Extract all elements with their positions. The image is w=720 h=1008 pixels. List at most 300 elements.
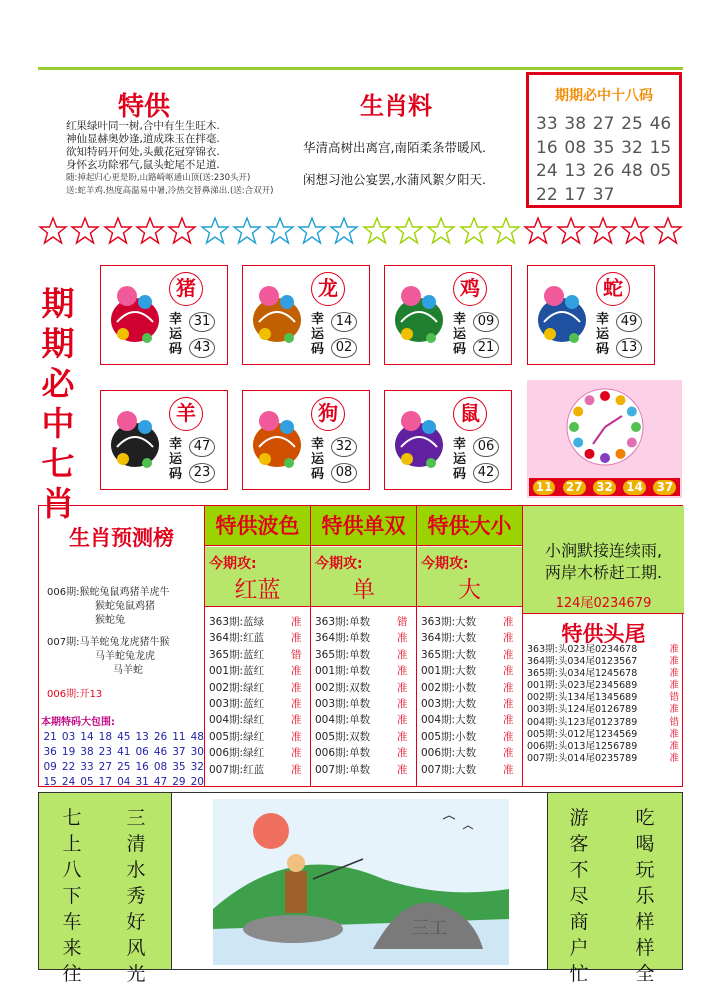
poem-char: 游 (569, 807, 589, 829)
ttw-value: 363期:头023尾0234678 (527, 644, 638, 655)
luck-number: 08 (331, 463, 357, 483)
bag-number: 26 (153, 731, 168, 743)
bag-number: 29 (172, 776, 186, 788)
ycb-line: 猴蛇兔鼠鸡猪 (95, 601, 155, 612)
attack-box (417, 547, 522, 607)
poem-char: 全 (635, 963, 655, 985)
code-number: 33 (536, 114, 558, 134)
ycb-column (39, 506, 205, 786)
bag-number: 22 (61, 761, 76, 773)
poem-line: 红果绿叶同一树,合中有生生旺木. (66, 120, 220, 132)
code-number: 22 (536, 184, 558, 205)
row-period: 002期: (209, 681, 244, 694)
luck-label: 幸运码 (169, 437, 183, 482)
bigbag-title: 本期特码大包围: (41, 717, 115, 728)
attack-label: 今期攻: (209, 556, 257, 572)
clock-icon (564, 386, 646, 468)
shengxiao-line: 华清高树出离宫,南陌柔条带暖风. (303, 140, 486, 155)
danshuang-column (311, 506, 417, 786)
bag-number: 04 (117, 776, 131, 788)
row-value: 单数 (349, 698, 371, 711)
row-period: 364期: (315, 632, 350, 645)
row-result: 准 (397, 763, 408, 776)
luck-number: 31 (189, 312, 215, 332)
code-number: 16 (536, 137, 558, 158)
bag-number: 24 (61, 776, 76, 788)
clock-dot (627, 438, 637, 448)
poem-char: 样 (635, 911, 655, 933)
star-icon (200, 214, 230, 248)
bag-number: 14 (80, 731, 94, 743)
row-result: 准 (397, 665, 408, 678)
luck-label: 幸运码 (596, 312, 610, 357)
ycb-open: 006期:开13 (47, 689, 103, 700)
star-icon (167, 214, 197, 248)
ttw-value: 006期:头013尾1256789 (527, 740, 638, 752)
history-rows (421, 614, 514, 778)
row-result: 准 (503, 747, 514, 760)
row-value: 大数 (455, 616, 477, 628)
poem-char: 样 (635, 937, 655, 959)
poem-char: 光 (126, 963, 146, 985)
row-period: 003期: (209, 698, 244, 711)
zodiac-papercut-icon (249, 272, 305, 358)
ttw-value: 002期:头134尾1345689 (527, 692, 638, 704)
row-result: 准 (397, 632, 408, 645)
clock-dot (573, 407, 583, 417)
ycb-line: 马羊蛇 (113, 665, 143, 676)
row-period: 365期: (315, 648, 350, 661)
ttw-result: 准 (669, 740, 679, 752)
row-period: 363期: (421, 616, 456, 628)
row-result: 准 (291, 730, 302, 743)
prediction-table (38, 505, 683, 787)
zodiac-card (242, 390, 370, 490)
ttw-row (527, 692, 679, 704)
eighteen-code-box (526, 72, 682, 208)
zodiac-card (384, 265, 512, 365)
row-result: 准 (291, 698, 302, 711)
ttw-value: 001期:头023尾2345689 (527, 680, 638, 692)
code-number: 27 (592, 114, 615, 134)
ttw-value: 364期:头034尾0123567 (527, 656, 638, 668)
bottom-panel (38, 792, 683, 985)
history-row (315, 762, 408, 778)
bag-number: 33 (80, 761, 94, 773)
luck-number: 14 (331, 312, 357, 332)
code-number: 13 (564, 161, 587, 181)
row-value: 小数 (455, 730, 477, 743)
history-row (315, 663, 408, 679)
history-row (421, 712, 514, 728)
ttw-row (527, 741, 679, 753)
bigbag-numbers (41, 730, 207, 790)
clock-dot (569, 422, 579, 432)
poem-char: 乐 (635, 885, 655, 907)
right-poem (523, 540, 684, 584)
bag-number: 47 (153, 776, 168, 788)
row-period: 004期: (315, 714, 350, 727)
rock-text: 三工 (411, 918, 447, 939)
row-value: 绿红 (243, 747, 265, 760)
poem-column (634, 805, 656, 987)
poem-column (568, 805, 590, 987)
clock-number: 11 (533, 480, 556, 495)
ycb-line: 马羊蛇兔龙虎 (95, 651, 155, 662)
history-row (421, 696, 514, 712)
row-result: 准 (503, 632, 514, 645)
vertical-title-char: 七 (41, 444, 75, 483)
row-period: 007期: (315, 763, 350, 776)
history-row (315, 712, 408, 728)
row-period: 003期: (421, 698, 456, 711)
bag-number: 06 (135, 746, 149, 758)
attack-box (311, 547, 416, 607)
bag-number: 36 (43, 746, 57, 758)
row-period: 365期: (421, 648, 456, 661)
row-value: 小数 (455, 681, 477, 694)
poem-char: 清 (126, 833, 146, 855)
star-icon (426, 214, 456, 248)
code-number: 32 (621, 137, 643, 158)
row-period: 364期: (209, 632, 244, 645)
row-value: 大数 (455, 648, 477, 661)
bag-number: 08 (153, 761, 168, 773)
bag-number: 20 (190, 776, 204, 788)
star-icon (38, 214, 68, 248)
row-value: 大数 (455, 714, 477, 727)
history-row (209, 663, 302, 679)
poem-char: 下 (62, 885, 82, 907)
poem-char: 商 (569, 911, 589, 933)
column-title: 特供单双 (311, 506, 416, 546)
zodiac-card (242, 265, 370, 365)
bag-number: 15 (43, 776, 57, 788)
row-period: 005期: (315, 730, 350, 743)
bag-number: 37 (172, 746, 186, 758)
poem-char: 吃 (635, 807, 655, 829)
row-result: 准 (397, 698, 408, 711)
row-period: 365期: (209, 648, 244, 661)
zodiac-papercut-icon (107, 397, 163, 483)
row-value: 蓝绿 (243, 616, 265, 628)
row-period: 002期: (421, 681, 456, 694)
right-column (523, 506, 684, 786)
luck-number: 23 (189, 463, 215, 483)
row-period: 007期: (421, 763, 456, 776)
clock-dot (616, 395, 626, 405)
row-value: 双数 (349, 681, 371, 694)
code-number: 35 (592, 137, 615, 158)
bag-number: 03 (61, 731, 76, 743)
star-icon (297, 214, 327, 248)
luck-number: 43 (189, 338, 215, 358)
history-rows (315, 614, 408, 778)
row-result: 准 (291, 763, 302, 776)
tegong-poem (66, 120, 273, 198)
bag-number: 18 (98, 731, 113, 743)
star-icon (232, 214, 262, 248)
code-number: 17 (564, 184, 587, 205)
vertical-title (38, 284, 78, 524)
row-result: 准 (503, 714, 514, 727)
vertical-title-char: 肖 (41, 484, 75, 523)
history-row (209, 680, 302, 696)
luck-number: 32 (331, 437, 357, 457)
row-period: 363期: (209, 616, 244, 628)
poem-char: 玩 (635, 859, 655, 881)
poem-column (125, 805, 147, 987)
row-period: 006期: (315, 747, 350, 760)
code-number: 38 (564, 114, 587, 134)
row-period: 005期: (209, 730, 244, 743)
zodiac-name: 猪 (169, 272, 203, 306)
row-period: 005期: (421, 730, 456, 743)
row-period: 003期: (315, 698, 350, 711)
row-result: 准 (291, 714, 302, 727)
star-icon (653, 214, 683, 248)
star-icon (135, 214, 165, 248)
column-title: 特供波色 (205, 506, 310, 546)
ttw-result: 错 (669, 692, 679, 704)
zodiac-papercut-icon (107, 272, 163, 358)
clock-number: 14 (623, 480, 646, 495)
row-result: 准 (503, 648, 514, 661)
history-row (209, 696, 302, 712)
ttw-row (527, 717, 679, 729)
row-result: 准 (503, 616, 514, 628)
zodiac-card (100, 390, 228, 490)
star-icon (556, 214, 586, 248)
zodiac-card (384, 390, 512, 490)
ttw-result: 准 (669, 752, 679, 764)
star-icon (620, 214, 650, 248)
history-row (421, 630, 514, 646)
zodiac-name: 鼠 (453, 397, 487, 431)
row-period: 007期: (209, 763, 244, 776)
poem-note: 随:掉起归心更是盼,山路崎岖通山顶(送:230头开) (66, 173, 251, 183)
ycb-title: 生肖预测榜 (69, 526, 174, 550)
star-icon (103, 214, 133, 248)
poem-column (61, 805, 83, 987)
bottom-left-poem (39, 793, 172, 985)
ttw-row (527, 753, 679, 765)
history-row (421, 614, 514, 630)
luck-number: 42 (473, 463, 499, 483)
zodiac-papercut-icon (391, 397, 447, 483)
attack-value: 单 (352, 577, 375, 603)
star-icon (588, 214, 618, 248)
ttw-value: 004期:头123尾0123789 (527, 716, 638, 728)
poem-char: 客 (569, 833, 589, 855)
row-value: 绿红 (243, 714, 265, 727)
poem-char: 户 (569, 937, 589, 959)
zodiac-name: 羊 (169, 397, 203, 431)
code-number: 24 (536, 161, 558, 181)
ttw-value: 005期:头012尾1234569 (527, 728, 638, 740)
right-poem-line: 两岸木桥赶工期. (544, 563, 663, 582)
history-row (315, 696, 408, 712)
shengxiao-title: 生肖料 (360, 92, 432, 120)
history-row (421, 647, 514, 663)
daxiao-column (417, 506, 523, 786)
poem-note: 送:蛇羊鸡.热度高温易中暑,冷热交替鼻涕出.(送:合双开) (66, 186, 274, 196)
ycb-line: 006期:猴蛇兔鼠鸡猪羊虎牛 (47, 587, 170, 598)
attack-value: 大 (458, 577, 481, 603)
clock-number: 37 (653, 480, 676, 495)
bag-number: 35 (172, 761, 186, 773)
poem-line: 神仙显赫奥妙逢,道成珠玉在拌毫. (66, 133, 220, 145)
code-number: 08 (564, 137, 587, 158)
attack-label: 今期攻: (421, 556, 469, 572)
luck-label: 幸运码 (169, 312, 183, 357)
clock-box (527, 380, 682, 498)
eighteen-code-title: 期期必中十八码 (555, 88, 653, 104)
row-value: 蓝红 (243, 698, 265, 711)
ttw-row (527, 668, 679, 680)
star-icon (459, 214, 489, 248)
history-row (421, 762, 514, 778)
code-number: 48 (621, 161, 643, 181)
row-value: 单数 (349, 763, 371, 776)
luck-label: 幸运码 (453, 312, 467, 357)
zodiac-card (100, 265, 228, 365)
row-result: 准 (397, 730, 408, 743)
star-icon (329, 214, 359, 248)
poem-char: 喝 (635, 833, 655, 855)
vertical-title-char: 期 (41, 284, 75, 323)
row-period: 006期: (421, 747, 456, 760)
bag-number: 46 (153, 746, 168, 758)
history-row (209, 712, 302, 728)
clock-dot (600, 453, 610, 463)
row-value: 单数 (349, 632, 371, 645)
ttw-result: 准 (669, 644, 679, 655)
clock-dot (600, 391, 610, 401)
ttw-result: 准 (669, 728, 679, 740)
bag-number: 38 (80, 746, 94, 758)
history-row (209, 729, 302, 745)
zodiac-card (527, 265, 655, 365)
poem-char: 上 (62, 833, 82, 855)
star-icon (265, 214, 295, 248)
luck-label: 幸运码 (453, 437, 467, 482)
row-period: 002期: (315, 681, 350, 694)
bag-number: 27 (98, 761, 113, 773)
shengxiao-line: 闲想习池公宴罢,水蒲风絮夕阳天. (303, 172, 486, 187)
poem-char: 车 (62, 911, 82, 933)
landscape-illustration (213, 799, 509, 965)
clock-number: 32 (593, 480, 616, 495)
row-value: 蓝红 (243, 665, 265, 678)
row-result: 准 (397, 714, 408, 727)
clock-dot (573, 438, 583, 448)
luck-number: 49 (616, 312, 642, 332)
history-row (421, 745, 514, 761)
history-row (209, 630, 302, 646)
zodiac-name: 蛇 (596, 272, 630, 306)
bag-number: 09 (43, 761, 57, 773)
zodiac-papercut-icon (534, 272, 590, 358)
bag-number: 31 (135, 776, 149, 788)
star-icon (491, 214, 521, 248)
row-result: 准 (397, 681, 408, 694)
row-value: 红蓝 (243, 763, 265, 776)
history-row (315, 729, 408, 745)
bag-number: 41 (117, 746, 131, 758)
bag-number: 25 (117, 761, 131, 773)
row-result: 错 (397, 616, 408, 628)
poem-char: 不 (569, 859, 589, 881)
history-row (421, 680, 514, 696)
history-row (315, 647, 408, 663)
ttw-value: 003期:头124尾0126789 (527, 704, 638, 716)
row-period: 001期: (209, 665, 244, 678)
star-icon (70, 214, 100, 248)
column-title: 特供大小 (417, 506, 522, 546)
star-icon (394, 214, 424, 248)
poem-line: 欲知特码开何处,头戴花冠穿锦衣. (66, 146, 220, 158)
poem-line: 身怀玄功除邪气,鼠头蛇尾不足道. (66, 159, 220, 171)
bottom-right-poem (547, 793, 682, 985)
row-value: 大数 (455, 763, 477, 776)
code-number: 25 (621, 114, 643, 134)
poem-char: 三 (126, 807, 146, 829)
vertical-title-char: 必 (41, 364, 75, 403)
vertical-title-char: 期 (41, 324, 75, 363)
ttw-result: 错 (669, 716, 679, 728)
row-period: 001期: (421, 665, 456, 678)
luck-number: 21 (473, 338, 499, 358)
poem-char: 来 (62, 937, 82, 959)
luck-number: 02 (331, 338, 357, 358)
eighteen-code-numbers (536, 113, 678, 207)
clock-dot (585, 395, 595, 405)
row-result: 准 (291, 616, 302, 628)
row-result: 准 (397, 747, 408, 760)
clock-number: 27 (563, 480, 586, 495)
row-value: 绿红 (243, 730, 265, 743)
luck-number: 09 (473, 312, 499, 332)
bag-number: 11 (172, 731, 186, 743)
ycb-line: 007期:马羊蛇兔龙虎猪牛猴 (47, 637, 170, 648)
bag-number: 48 (190, 731, 204, 743)
history-rows (209, 614, 302, 778)
top-divider (38, 67, 683, 70)
poem-char: 忙 (569, 963, 589, 985)
row-value: 蓝红 (243, 648, 265, 661)
row-period: 006期: (209, 747, 244, 760)
luck-number: 47 (189, 437, 215, 457)
ttw-value: 365期:头034尾1245678 (527, 668, 638, 680)
ttw-rows (527, 644, 679, 765)
poem-char: 七 (62, 807, 82, 829)
row-result: 准 (291, 632, 302, 645)
row-result: 准 (503, 730, 514, 743)
row-period: 004期: (421, 714, 456, 727)
row-value: 单数 (349, 616, 371, 628)
row-value: 红蓝 (243, 632, 265, 645)
bag-number: 13 (135, 731, 149, 743)
poem-char: 水 (126, 859, 146, 881)
clock-dot (585, 449, 595, 459)
ttw-result: 准 (669, 656, 679, 668)
poem-char: 往 (62, 963, 82, 985)
bag-number: 17 (98, 776, 113, 788)
row-result: 准 (503, 681, 514, 694)
clock-dot (631, 422, 641, 432)
tegong-title: 特供 (118, 92, 171, 122)
